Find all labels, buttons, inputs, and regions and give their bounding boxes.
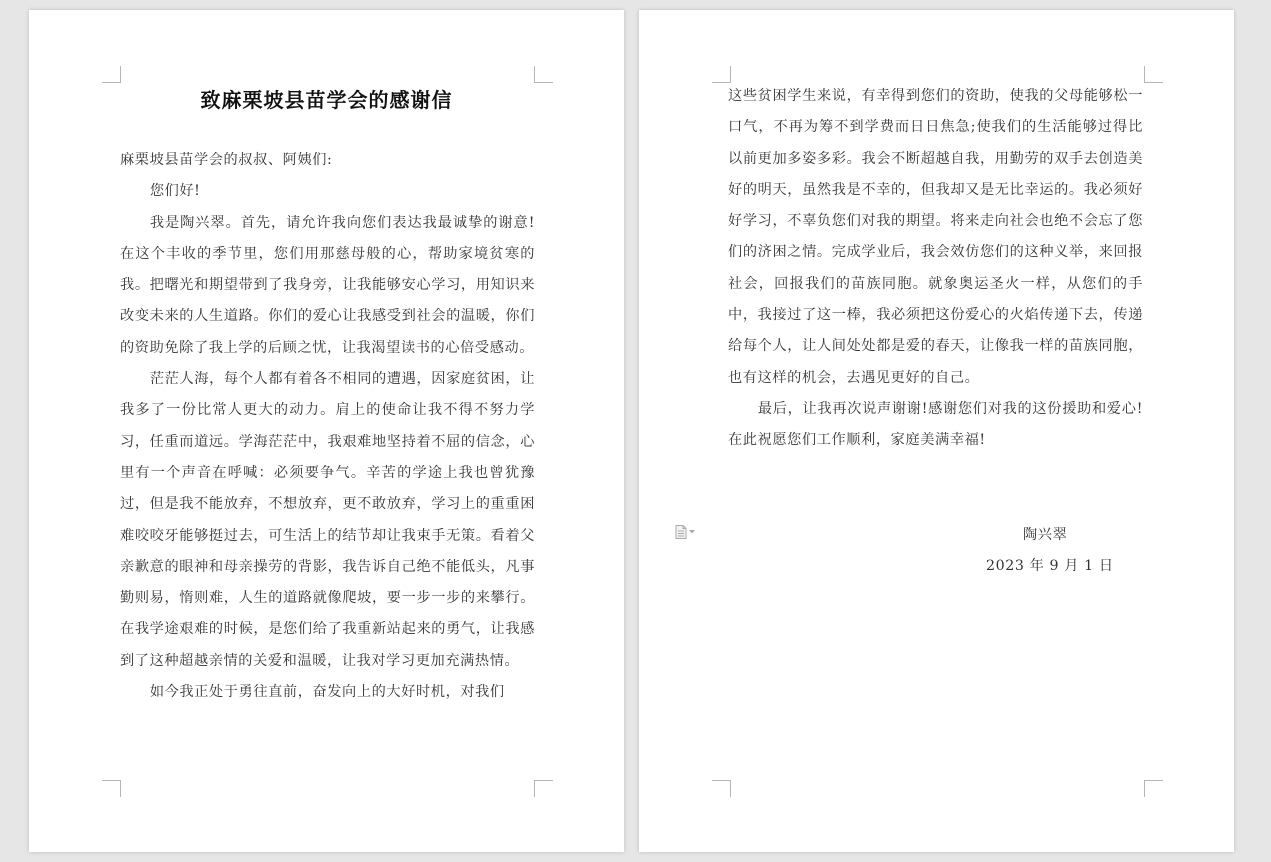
paragraph: 这些贫困学生来说，有幸得到您们的资助，使我的父母能够松一口气，不再为筹不到学费而日日焦急;使我们的生活能够过得比以前更加多姿多彩。我会不断超越自我，用勤劳的双手去创造美好的明天，虽然我是不幸的，但我却又是无比幸运的。我必须好好学习，不辜负您们对我的期望。将来走向社会也绝不会忘了您们的济困之情。完成学业后，我会效仿您们的这种义举，来回报社会，回报我们的苗族同胞。就象奥运圣火一样，从您们的手中，我接过了这一棒，我必须把这份爱心的火焰传递下去，传递给每个人，让人间处处都是爱的春天，让像我一样的苗族同胞，也有这样的机会，去遇见更好的自己。 [728,88,1143,386]
corner-mark-bottom-right [534,780,553,797]
page-1 [29,10,624,852]
greeting: 您们好! [149,183,201,200]
signature: 陶兴翠 [1023,527,1068,543]
letter-body-right[interactable] [728,81,1143,457]
corner-mark-top-right [534,66,553,83]
page-2 [639,10,1234,852]
paragraph: 茫茫人海，每个人都有着各不相同的遭遇，因家庭贫困，让我多了一份比常人更大的动力。肩上的使命让我不得不努力学习，任重而道远。学海茫茫中，我艰难地坚持着不屈的信念，心里有一个声音在呼喊：必须要争气。辛苦的学途上我也曾犹豫过，但是我不能放弃，不想放弃，更不敢放弃，学习上的重重困难咬咬牙能够挺过去，可生活上的结节却让我束手无策。看着父亲歉意的眼神和母亲操劳的背影，我告诉自己绝不能低头，凡事勤则易，惰则难，人生的道路就像爬坡，要一步一步的来攀行。在我学途艰难的时候，是您们给了我重新站起来的勇气，让我感到了这种超越亲情的关爱和温暖，让我对学习更加充满热情。 [120,371,535,669]
paste-options-button[interactable] [675,525,697,539]
letter-body-left[interactable] [120,145,535,708]
chevron-down-icon [689,530,695,534]
corner-mark-bottom-right [1144,780,1163,797]
corner-mark-bottom-left [712,780,731,797]
paragraph: 我是陶兴翠。首先，请允许我向您们表达我最诚挚的谢意!在这个丰收的季节里，您们用那慈母般的心，帮助家境贫寒的我。把曙光和期望带到了我身旁，让我能够安心学习，用知识来改变未来的人生道路。你们的爱心让我感受到社会的温暖，你们的资助免除了我上学的后顾之忧，让我渴望读书的心倍受感动。 [120,214,535,356]
salutation: 麻栗坡县苗学会的叔叔、阿姨们: [120,152,333,168]
corner-mark-top-right [1144,66,1163,83]
letter-date: 2023 年 9 月 1 日 [986,558,1114,574]
letter-title: 致麻栗坡县苗学会的感谢信 [200,88,453,112]
corner-mark-bottom-left [102,780,121,797]
paragraph: 如今我正处于勇往直前，奋发向上的大好时机，对我们 [149,684,505,701]
corner-mark-top-left [102,66,121,83]
document-icon [675,525,687,539]
paragraph: 最后，让我再次说声谢谢!感谢您们对我的这份援助和爱心!在此祝愿您们工作顺利，家庭美满幸福! [728,400,1143,449]
